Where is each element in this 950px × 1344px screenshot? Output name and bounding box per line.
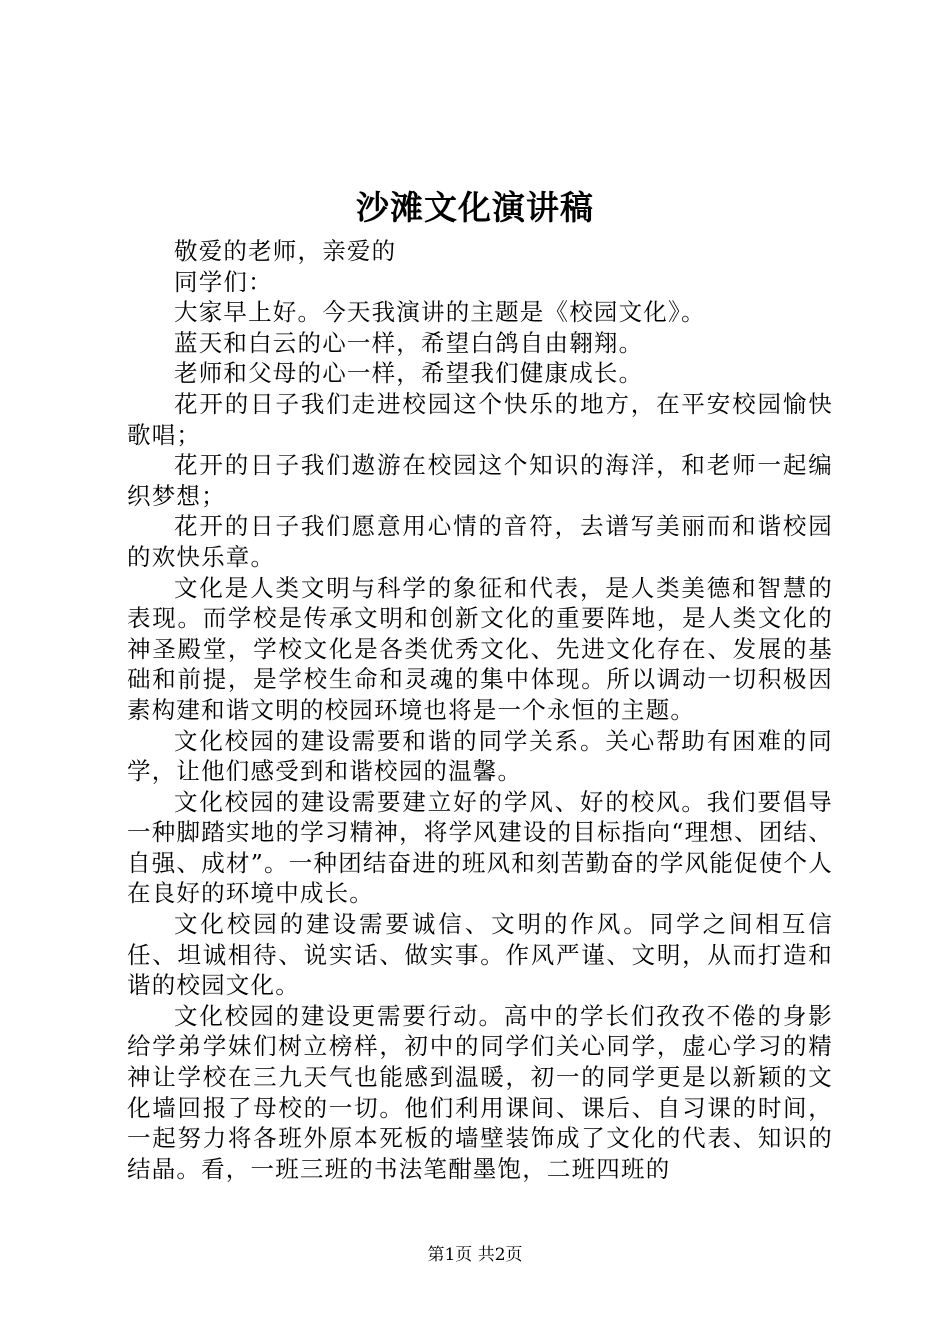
document-title: 沙滩文化演讲稿 xyxy=(356,188,594,227)
paragraph: 文化校园的建设需要和谐的同学关系。关心帮助有困难的同学，让他们感受到和谐校园的温馨。 xyxy=(127,726,833,786)
paragraph: 花开的日子我们走进校园这个快乐的地方，在平安校园愉快歌唱； xyxy=(127,389,833,449)
paragraph: 文化校园的建设更需要行动。高中的学长们孜孜不倦的身影给学弟学妹们树立榜样，初中的同学们关心同学，虚心学习的精神让学校在三九天气也能感到温暖，初一的同学更是以新颖的文化墙回报了母校的一切。他们利用课间、课后、自习课的时间，一起努力将各班外原本死板的墙壁装饰成了文化的代表、知识的结晶。看，一班三班的书法笔酣墨饱，二班四班的 xyxy=(127,1001,833,1183)
paragraph: 老师和父母的心一样，希望我们健康成长。 xyxy=(174,359,644,388)
paragraph: 文化校园的建设需要建立好的学风、好的校风。我们要倡导一种脚踏实地的学习精神，将学风建设的目标指向“理想、团结、自强、成材”。一种团结奋进的班风和刻苦勤奋的学风能促使个人在良好的环境中成长。 xyxy=(127,787,833,908)
paragraph: 文化是人类文明与科学的象征和代表，是人类美德和智慧的表现。而学校是传承文明和创新文化的重要阵地，是人类文化的神圣殿堂，学校文化是各类优秀文化、先进文化存在、发展的基础和前提，是学校生命和灵魂的集中体现。所以调动一切积极因素构建和谐文明的校园环境也将是一个永恒的主题。 xyxy=(127,573,833,724)
page-footer: 第1页 共2页 xyxy=(427,1245,523,1265)
paragraph: 敬爱的老师，亲爱的 xyxy=(174,237,397,265)
document-body xyxy=(127,236,833,1184)
paragraph: 花开的日子我们愿意用心情的音符，去谱写美丽而和谐校园的欢快乐章。 xyxy=(127,512,833,571)
paragraph: 同学们： xyxy=(174,267,273,296)
paragraph: 文化校园的建设需要诚信、文明的作风。同学之间相互信任、坦诚相待、说实话、做实事。作风严谨、文明，从而打造和谐的校园文化。 xyxy=(127,910,833,1000)
paragraph: 蓝天和白云的心一样，希望白鸽自由翱翔。 xyxy=(174,328,644,357)
paragraph: 花开的日子我们遨游在校园这个知识的海洋，和老师一起编织梦想； xyxy=(127,451,833,510)
paragraph: 大家早上好。今天我演讲的主题是《校园文化》。 xyxy=(174,298,706,327)
